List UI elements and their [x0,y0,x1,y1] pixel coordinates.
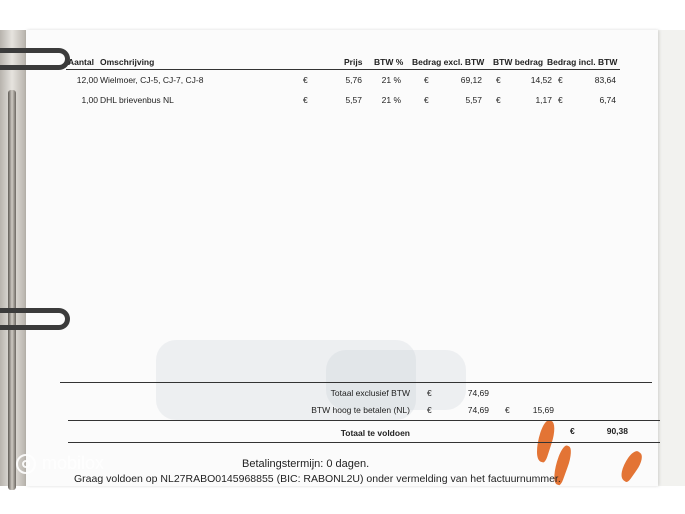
row-omschrijving: DHL brievenbus NL [100,95,174,105]
header-rule [66,69,620,70]
row-btw-bedrag: 1,17 [535,95,552,105]
watermark-brand: mobilox [42,453,105,473]
row-btw-pct: 21 % [381,95,401,105]
background-top [0,0,685,30]
header-prijs: Prijs [344,57,363,67]
row-bedrag-excl: 5,57 [465,95,482,105]
binder-ring [0,48,70,70]
row-currency: € [496,75,501,85]
header-bedrag-excl: Bedrag excl. BTW [412,57,485,67]
header-btw-bedrag: BTW bedrag [493,57,544,67]
btw-currency: € [427,405,432,415]
row-prijs: 5,57 [345,95,362,105]
grand-total-value: 90,38 [606,426,628,436]
row-currency: € [558,95,563,105]
totals-top-rule [60,382,652,383]
row-currency: € [558,75,563,85]
header-btw-pct: BTW % [374,57,404,67]
total-excl-label: Totaal exclusief BTW [330,388,410,398]
mobilox-watermark [16,453,104,474]
row-omschrijving: Wielmoer, CJ-5, CJ-7, CJ-8 [100,75,204,85]
total-rule-top [68,420,660,421]
mobilox-logo-icon [16,454,36,474]
background-bottom [0,486,685,514]
total-rule-bottom [68,442,660,443]
row-currency: € [424,95,429,105]
decor-shape [532,419,558,463]
invoice-page [26,30,658,486]
row-bedrag-excl: 69,12 [460,75,482,85]
binder-ring [0,308,70,330]
row-currency: € [424,75,429,85]
btw-base: 74,69 [467,405,489,415]
watermark-shape [326,350,466,410]
row-btw-pct: 21 % [381,75,401,85]
row-bedrag-incl: 6,74 [599,95,616,105]
total-excl-value: 74,69 [467,388,489,398]
row-currency: € [303,75,308,85]
btw-value: 15,69 [532,405,554,415]
row-currency: € [303,95,308,105]
btw-currency: € [505,405,510,415]
header-aantal: Aantal [68,57,94,67]
decor-shape [616,449,646,483]
grand-total-currency: € [570,426,575,436]
total-excl-currency: € [427,388,432,398]
row-bedrag-incl: 83,64 [594,75,616,85]
header-bedrag-incl: Bedrag incl. BTW [547,57,618,67]
row-prijs: 5,76 [345,75,362,85]
binder-bar [8,90,16,490]
row-currency: € [496,95,501,105]
header-omschrijving: Omschrijving [100,57,155,67]
grand-total-label: Totaal te voldoen [340,428,410,438]
payment-instruction: Graag voldoen op NL27RABO0145968855 (BIC: RABONL2U) onder vermelding van het factuurnummer. [74,473,561,485]
payment-term: Betalingstermijn: 0 dagen. [242,458,370,470]
row-btw-bedrag: 14,52 [530,75,552,85]
row-aantal: 12,00 [76,75,98,85]
btw-label: BTW hoog te betalen (NL) [311,405,410,415]
row-aantal: 1,00 [81,95,98,105]
